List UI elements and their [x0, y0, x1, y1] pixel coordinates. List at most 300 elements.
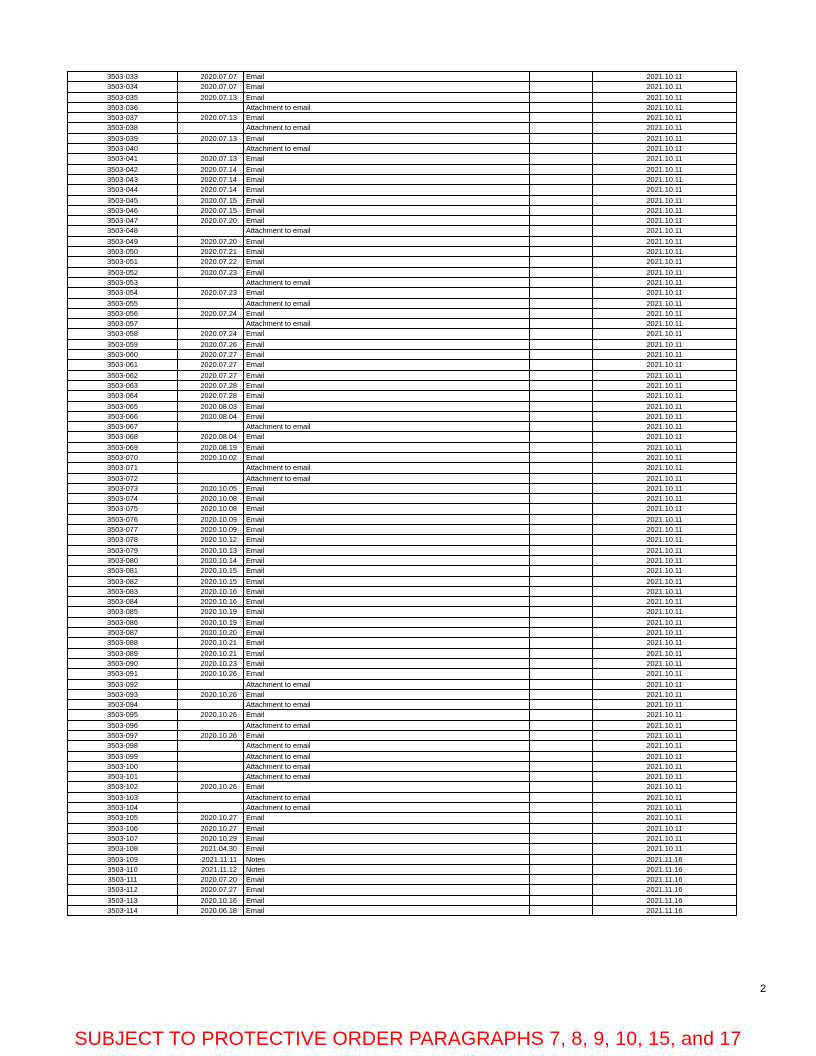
document-type-cell: Email: [244, 906, 530, 916]
table-row: [68, 226, 737, 236]
document-date-cell: [178, 803, 244, 813]
received-date-cell: 2021.10.11: [593, 82, 737, 92]
table-row: [68, 494, 737, 504]
received-date-cell: 2021.10.11: [593, 803, 737, 813]
document-type-cell: Attachment to email: [244, 679, 530, 689]
table-row: [68, 844, 737, 854]
document-type-cell: Email: [244, 72, 530, 82]
empty-cell: [530, 895, 593, 905]
received-date-cell: 2021.10.11: [593, 185, 737, 195]
empty-cell: [530, 102, 593, 112]
table-row: [68, 823, 737, 833]
document-type-cell: Email: [244, 329, 530, 339]
received-date-cell: 2021.10.11: [593, 339, 737, 349]
document-date-cell: 2020.07.27: [178, 360, 244, 370]
document-date-cell: 2020.10.02: [178, 452, 244, 462]
document-date-cell: 2020.10.13: [178, 545, 244, 555]
document-type-cell: Email: [244, 535, 530, 545]
document-type-cell: Email: [244, 782, 530, 792]
document-type-cell: Email: [244, 875, 530, 885]
document-date-cell: 2020.10.15: [178, 566, 244, 576]
document-date-cell: [178, 123, 244, 133]
empty-cell: [530, 741, 593, 751]
received-date-cell: 2021.10.11: [593, 370, 737, 380]
table-row: [68, 504, 737, 514]
document-type-cell: Attachment to email: [244, 772, 530, 782]
empty-cell: [530, 710, 593, 720]
empty-cell: [530, 669, 593, 679]
received-date-cell: 2021.10.11: [593, 401, 737, 411]
document-type-cell: Notes: [244, 854, 530, 864]
received-date-cell: 2021.10.11: [593, 380, 737, 390]
document-date-cell: 2020.10.26: [178, 782, 244, 792]
document-date-cell: 2020.06.18: [178, 906, 244, 916]
received-date-cell: 2021.10.11: [593, 607, 737, 617]
document-date-cell: 2020.10.19: [178, 617, 244, 627]
document-id-cell: 3503-054: [68, 288, 178, 298]
document-id-cell: 3503-081: [68, 566, 178, 576]
received-date-cell: 2021.10.11: [593, 648, 737, 658]
document-date-cell: 2020.10.29: [178, 833, 244, 843]
document-type-cell: Email: [244, 113, 530, 123]
document-date-cell: 2020.10.21: [178, 638, 244, 648]
document-id-cell: 3503-058: [68, 329, 178, 339]
document-type-cell: Email: [244, 205, 530, 215]
empty-cell: [530, 411, 593, 421]
received-date-cell: 2021.10.11: [593, 72, 737, 82]
document-type-cell: Email: [244, 576, 530, 586]
document-id-cell: 3503-082: [68, 576, 178, 586]
document-id-cell: 3503-108: [68, 844, 178, 854]
document-id-cell: 3503-114: [68, 906, 178, 916]
table-row: [68, 875, 737, 885]
document-id-cell: 3503-113: [68, 895, 178, 905]
empty-cell: [530, 731, 593, 741]
empty-cell: [530, 422, 593, 432]
document-type-cell: Attachment to email: [244, 463, 530, 473]
empty-cell: [530, 185, 593, 195]
received-date-cell: 2021.10.11: [593, 525, 737, 535]
empty-cell: [530, 288, 593, 298]
received-date-cell: 2021.10.11: [593, 638, 737, 648]
received-date-cell: 2021.10.11: [593, 319, 737, 329]
document-type-cell: Email: [244, 442, 530, 452]
table-row: [68, 772, 737, 782]
document-id-cell: 3503-090: [68, 658, 178, 668]
empty-cell: [530, 144, 593, 154]
received-date-cell: 2021.10.11: [593, 133, 737, 143]
received-date-cell: 2021.10.11: [593, 247, 737, 257]
table-row: [68, 628, 737, 638]
empty-cell: [530, 772, 593, 782]
document-date-cell: 2020.10.21: [178, 648, 244, 658]
empty-cell: [530, 823, 593, 833]
empty-cell: [530, 504, 593, 514]
document-date-cell: 2020.07.15: [178, 205, 244, 215]
received-date-cell: 2021.10.11: [593, 823, 737, 833]
document-id-cell: 3503-087: [68, 628, 178, 638]
empty-cell: [530, 473, 593, 483]
table-row: [68, 401, 737, 411]
document-type-cell: Email: [244, 648, 530, 658]
empty-cell: [530, 535, 593, 545]
document-type-cell: Email: [244, 833, 530, 843]
received-date-cell: 2021.10.11: [593, 411, 737, 421]
document-type-cell: Email: [244, 813, 530, 823]
table-row: [68, 113, 737, 123]
table-row: [68, 92, 737, 102]
document-type-cell: Email: [244, 885, 530, 895]
empty-cell: [530, 226, 593, 236]
empty-cell: [530, 576, 593, 586]
document-id-cell: 3503-098: [68, 741, 178, 751]
document-type-cell: Email: [244, 82, 530, 92]
document-id-cell: 3503-103: [68, 792, 178, 802]
document-type-cell: Attachment to email: [244, 741, 530, 751]
empty-cell: [530, 205, 593, 215]
document-date-cell: 2020.10.16: [178, 597, 244, 607]
table-row: [68, 803, 737, 813]
empty-cell: [530, 442, 593, 452]
document-date-cell: 2020.07.13: [178, 133, 244, 143]
document-type-cell: Email: [244, 504, 530, 514]
document-type-cell: Notes: [244, 864, 530, 874]
empty-cell: [530, 803, 593, 813]
document-type-cell: Email: [244, 360, 530, 370]
document-type-cell: Email: [244, 525, 530, 535]
empty-cell: [530, 875, 593, 885]
document-type-cell: Attachment to email: [244, 422, 530, 432]
table-row: [68, 267, 737, 277]
document-id-cell: 3503-069: [68, 442, 178, 452]
table-row: [68, 247, 737, 257]
table-row: [68, 350, 737, 360]
document-id-cell: 3503-109: [68, 854, 178, 864]
empty-cell: [530, 813, 593, 823]
table-row: [68, 761, 737, 771]
document-date-cell: [178, 226, 244, 236]
document-date-cell: 2020.07.20: [178, 216, 244, 226]
table-row: [68, 906, 737, 916]
table-row: [68, 288, 737, 298]
table-row: [68, 329, 737, 339]
document-date-cell: [178, 679, 244, 689]
document-id-cell: 3503-071: [68, 463, 178, 473]
received-date-cell: 2021.10.11: [593, 452, 737, 462]
table-row: [68, 833, 737, 843]
table-row: [68, 102, 737, 112]
table-row: [68, 648, 737, 658]
document-id-cell: 3503-072: [68, 473, 178, 483]
document-id-cell: 3503-034: [68, 82, 178, 92]
table-row: [68, 483, 737, 493]
table-row: [68, 411, 737, 421]
received-date-cell: 2021.10.11: [593, 545, 737, 555]
table-row: [68, 566, 737, 576]
document-id-cell: 3503-066: [68, 411, 178, 421]
document-id-cell: 3503-040: [68, 144, 178, 154]
document-type-cell: Email: [244, 710, 530, 720]
document-date-cell: [178, 751, 244, 761]
empty-cell: [530, 720, 593, 730]
document-type-cell: Attachment to email: [244, 720, 530, 730]
empty-cell: [530, 844, 593, 854]
document-id-cell: 3503-073: [68, 483, 178, 493]
received-date-cell: 2021.10.11: [593, 483, 737, 493]
received-date-cell: 2021.10.11: [593, 277, 737, 287]
document-date-cell: 2020.07.13: [178, 154, 244, 164]
document-id-cell: 3503-080: [68, 555, 178, 565]
table-row: [68, 257, 737, 267]
document-date-cell: 2020.07.14: [178, 174, 244, 184]
empty-cell: [530, 906, 593, 916]
table-row: [68, 813, 737, 823]
document-date-cell: [178, 102, 244, 112]
received-date-cell: 2021.10.11: [593, 216, 737, 226]
document-date-cell: [178, 700, 244, 710]
received-date-cell: 2021.10.11: [593, 576, 737, 586]
document-id-cell: 3503-112: [68, 885, 178, 895]
received-date-cell: 2021.10.11: [593, 92, 737, 102]
document-date-cell: 2020.07.23: [178, 288, 244, 298]
document-id-cell: 3503-057: [68, 319, 178, 329]
received-date-cell: 2021.10.11: [593, 288, 737, 298]
empty-cell: [530, 452, 593, 462]
received-date-cell: 2021.11.16: [593, 854, 737, 864]
document-date-cell: 2020.07.07: [178, 82, 244, 92]
document-type-cell: Email: [244, 164, 530, 174]
received-date-cell: 2021.10.11: [593, 597, 737, 607]
table-row: [68, 638, 737, 648]
document-id-cell: 3503-049: [68, 236, 178, 246]
document-type-cell: Email: [244, 154, 530, 164]
table-row: [68, 854, 737, 864]
empty-cell: [530, 298, 593, 308]
document-date-cell: 2020.07.14: [178, 164, 244, 174]
document-type-cell: Attachment to email: [244, 700, 530, 710]
empty-cell: [530, 174, 593, 184]
document-id-cell: 3503-053: [68, 277, 178, 287]
document-id-cell: 3503-042: [68, 164, 178, 174]
document-type-cell: Attachment to email: [244, 319, 530, 329]
document-id-cell: 3503-039: [68, 133, 178, 143]
empty-cell: [530, 370, 593, 380]
empty-cell: [530, 133, 593, 143]
received-date-cell: 2021.10.11: [593, 350, 737, 360]
document-type-cell: Email: [244, 174, 530, 184]
table-row: [68, 710, 737, 720]
received-date-cell: 2021.10.11: [593, 731, 737, 741]
document-date-cell: 2020.07.13: [178, 92, 244, 102]
document-date-cell: 2020.10.27: [178, 813, 244, 823]
received-date-cell: 2021.10.11: [593, 329, 737, 339]
document-date-cell: [178, 761, 244, 771]
document-type-cell: Email: [244, 586, 530, 596]
received-date-cell: 2021.10.11: [593, 700, 737, 710]
document-date-cell: 2020.10.27: [178, 823, 244, 833]
document-id-cell: 3503-051: [68, 257, 178, 267]
document-type-cell: Email: [244, 638, 530, 648]
document-date-cell: 2020.07.07: [178, 72, 244, 82]
document-id-cell: 3503-083: [68, 586, 178, 596]
document-date-cell: 2020.07.27: [178, 350, 244, 360]
document-type-cell: Attachment to email: [244, 277, 530, 287]
document-date-cell: [178, 144, 244, 154]
table-row: [68, 895, 737, 905]
document-id-cell: 3503-063: [68, 380, 178, 390]
table-row: [68, 452, 737, 462]
table-row: [68, 535, 737, 545]
document-date-cell: [178, 319, 244, 329]
received-date-cell: 2021.10.11: [593, 761, 737, 771]
document-id-cell: 3503-062: [68, 370, 178, 380]
table-row: [68, 370, 737, 380]
empty-cell: [530, 607, 593, 617]
document-type-cell: Email: [244, 391, 530, 401]
table-row: [68, 422, 737, 432]
table-row: [68, 545, 737, 555]
table-row: [68, 277, 737, 287]
empty-cell: [530, 113, 593, 123]
document-id-cell: 3503-088: [68, 638, 178, 648]
received-date-cell: 2021.10.11: [593, 751, 737, 761]
document-id-cell: 3503-038: [68, 123, 178, 133]
received-date-cell: 2021.10.11: [593, 257, 737, 267]
empty-cell: [530, 432, 593, 442]
received-date-cell: 2021.10.11: [593, 679, 737, 689]
received-date-cell: 2021.10.11: [593, 473, 737, 483]
document-date-cell: 2020.10.26: [178, 689, 244, 699]
empty-cell: [530, 679, 593, 689]
document-id-cell: 3503-075: [68, 504, 178, 514]
document-id-cell: 3503-061: [68, 360, 178, 370]
document-type-cell: Attachment to email: [244, 473, 530, 483]
document-id-cell: 3503-102: [68, 782, 178, 792]
document-type-cell: Email: [244, 380, 530, 390]
table-row: [68, 782, 737, 792]
empty-cell: [530, 555, 593, 565]
received-date-cell: 2021.10.11: [593, 113, 737, 123]
document-type-cell: Email: [244, 669, 530, 679]
document-date-cell: 2021.04.30: [178, 844, 244, 854]
received-date-cell: 2021.10.11: [593, 689, 737, 699]
table-row: [68, 174, 737, 184]
document-id-cell: 3503-099: [68, 751, 178, 761]
table-row: [68, 555, 737, 565]
received-date-cell: 2021.10.11: [593, 504, 737, 514]
document-id-cell: 3503-101: [68, 772, 178, 782]
table-row: [68, 339, 737, 349]
empty-cell: [530, 277, 593, 287]
document-type-cell: Email: [244, 133, 530, 143]
document-date-cell: 2020.07.24: [178, 308, 244, 318]
received-date-cell: 2021.10.11: [593, 164, 737, 174]
empty-cell: [530, 751, 593, 761]
document-date-cell: 2020.10.09: [178, 525, 244, 535]
table-row: [68, 391, 737, 401]
received-date-cell: 2021.10.11: [593, 792, 737, 802]
table-row: [68, 689, 737, 699]
table-row: [68, 298, 737, 308]
document-date-cell: 2020.07.14: [178, 185, 244, 195]
document-id-cell: 3503-052: [68, 267, 178, 277]
received-date-cell: 2021.10.11: [593, 422, 737, 432]
document-date-cell: [178, 792, 244, 802]
table-row: [68, 123, 737, 133]
document-date-cell: 2020.10.14: [178, 555, 244, 565]
empty-cell: [530, 566, 593, 576]
table-row: [68, 607, 737, 617]
table-row: [68, 82, 737, 92]
document-date-cell: 2020.10.20: [178, 628, 244, 638]
document-date-cell: [178, 720, 244, 730]
empty-cell: [530, 463, 593, 473]
document-id-cell: 3503-091: [68, 669, 178, 679]
document-date-cell: 2020.10.12: [178, 535, 244, 545]
received-date-cell: 2021.11.16: [593, 864, 737, 874]
document-date-cell: 2020.07.27: [178, 370, 244, 380]
document-date-cell: 2021.11.12: [178, 864, 244, 874]
document-type-cell: Email: [244, 401, 530, 411]
received-date-cell: 2021.10.11: [593, 617, 737, 627]
document-date-cell: 2020.08.04: [178, 432, 244, 442]
empty-cell: [530, 308, 593, 318]
received-date-cell: 2021.10.11: [593, 236, 737, 246]
document-type-cell: Email: [244, 689, 530, 699]
document-date-cell: 2020.10.23: [178, 658, 244, 668]
document-date-cell: [178, 277, 244, 287]
received-date-cell: 2021.10.11: [593, 555, 737, 565]
document-date-cell: [178, 473, 244, 483]
document-type-cell: Email: [244, 844, 530, 854]
document-id-cell: 3503-096: [68, 720, 178, 730]
document-id-cell: 3503-074: [68, 494, 178, 504]
document-type-cell: Email: [244, 895, 530, 905]
empty-cell: [530, 494, 593, 504]
table-row: [68, 597, 737, 607]
protective-order-notice: SUBJECT TO PROTECTIVE ORDER PARAGRAPHS 7, 8, 9, 10, 15, and 17: [74, 1028, 742, 1050]
empty-cell: [530, 401, 593, 411]
table-row: [68, 741, 737, 751]
received-date-cell: 2021.10.11: [593, 669, 737, 679]
empty-cell: [530, 247, 593, 257]
document-type-cell: Attachment to email: [244, 803, 530, 813]
empty-cell: [530, 885, 593, 895]
document-type-cell: Attachment to email: [244, 298, 530, 308]
document-id-cell: 3503-041: [68, 154, 178, 164]
document-id-cell: 3503-097: [68, 731, 178, 741]
table-row: [68, 576, 737, 586]
document-id-cell: 3503-059: [68, 339, 178, 349]
document-id-cell: 3503-048: [68, 226, 178, 236]
document-date-cell: 2020.07.26: [178, 339, 244, 349]
received-date-cell: 2021.10.11: [593, 298, 737, 308]
document-id-cell: 3503-106: [68, 823, 178, 833]
document-id-cell: 3503-095: [68, 710, 178, 720]
document-type-cell: Email: [244, 617, 530, 627]
document-id-cell: 3503-110: [68, 864, 178, 874]
document-date-cell: 2020.07.28: [178, 380, 244, 390]
received-date-cell: 2021.10.11: [593, 308, 737, 318]
document-date-cell: 2020.07.13: [178, 113, 244, 123]
document-id-cell: 3503-050: [68, 247, 178, 257]
received-date-cell: 2021.10.11: [593, 267, 737, 277]
table-row: [68, 617, 737, 627]
document-type-cell: Email: [244, 597, 530, 607]
document-date-cell: [178, 422, 244, 432]
received-date-cell: 2021.10.11: [593, 658, 737, 668]
document-type-cell: Attachment to email: [244, 792, 530, 802]
